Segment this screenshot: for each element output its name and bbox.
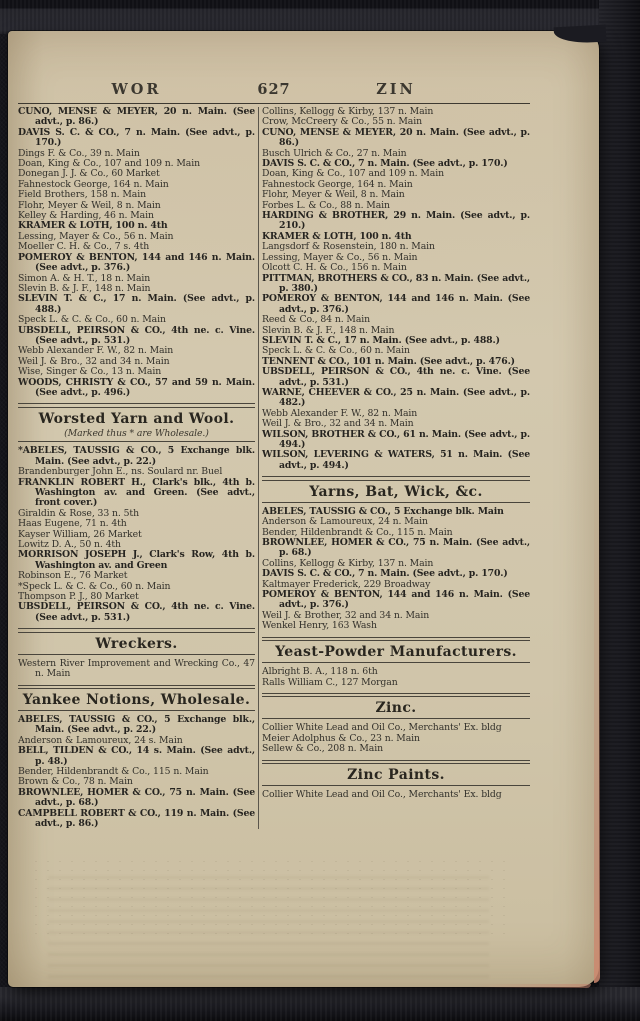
column-divider bbox=[258, 107, 259, 829]
directory-entry: SLEVIN T. & C., 17 n. Main. (See advt., p. 488.) bbox=[18, 293, 255, 315]
torn-corner bbox=[554, 25, 607, 45]
directory-entry: Sellew & Co., 208 n. Main bbox=[262, 743, 383, 755]
directory-entry: CUNO, MENSE & MEYER, 20 n. Main. (See advt., p. 86.) bbox=[18, 106, 255, 128]
section-title: Wreckers. bbox=[95, 635, 178, 652]
directory-entry: CAMPBELL ROBERT & CO., 119 n. Main. (See advt., p. 86.) bbox=[18, 807, 255, 830]
directory-entry: Lessing, Mayer & Co., 56 n. Main bbox=[18, 230, 174, 242]
directory-entry: BROWNLEE, HOMER & CO., 75 n. Main. (See advt., p. 68.) bbox=[262, 536, 530, 559]
directory-entry: DAVIS S. C. & CO., 7 n. Main. (See advt., p. 170.) bbox=[262, 158, 508, 170]
directory-entry: Langsdorf & Rosenstein, 180 n. Main bbox=[262, 241, 435, 253]
directory-entry: Wenkel Henry, 163 Wash bbox=[262, 620, 377, 632]
directory-entry: WILSON, LEVERING & WATERS, 51 n. Main. (See advt., p. 494.) bbox=[262, 449, 530, 471]
directory-entry: POMEROY & BENTON, 144 and 146 n. Main. (See advt., p. 376.) bbox=[262, 588, 530, 611]
directory-entry: Moeller C. H. & Co., 7 s. 4th bbox=[18, 241, 150, 253]
directory-entry: *Speck L. & C. & Co., 60 n. Main bbox=[18, 580, 171, 592]
directory-entry: UBSDELL, PEIRSON & CO., 4th ne. c. Vine. (See advt., p. 531.) bbox=[18, 324, 255, 346]
directory-entry: ABELES, TAUSSIG & CO., 5 Exchange blk. Main bbox=[262, 505, 504, 517]
directory-entry: Collins, Kellogg & Kirby, 137 n. Main bbox=[262, 557, 434, 569]
directory-entry: Speck L. & C. & Co., 60 n. Main bbox=[18, 314, 166, 326]
header-right-word: ZIN bbox=[376, 81, 416, 98]
directory-entry: DAVIS S. C. & CO., 7 n. Main. (See advt., p. 170.) bbox=[18, 126, 255, 149]
directory-entry: Kelley & Harding, 46 n. Main bbox=[18, 210, 154, 222]
directory-entry: UBSDELL, PEIRSON & CO., 4th ne. c. Vine. (See advt., p. 531.) bbox=[18, 601, 255, 623]
show-through-smudge bbox=[48, 876, 489, 996]
directory-entry: Lessing, Mayer & Co., 56 n. Main bbox=[262, 251, 418, 263]
directory-entry: Brown & Co., 78 n. Main bbox=[18, 776, 133, 788]
text-columns bbox=[18, 107, 530, 829]
directory-entry: Weil J. & Brother, 32 and 34 n. Main bbox=[262, 609, 430, 621]
directory-entry: Robinson E., 76 Market bbox=[18, 570, 128, 582]
section-title: Yarns, Bat, Wick, &c. bbox=[309, 483, 483, 500]
book-cover-spine-edge bbox=[599, 0, 640, 1021]
directory-entry: Webb Alexander F. W., 82 n. Main bbox=[18, 345, 174, 357]
directory-entry: POMEROY & BENTON, 144 and 146 n. Main. (See advt., p. 376.) bbox=[262, 293, 530, 315]
directory-entry: WOODS, CHRISTY & CO., 57 and 59 n. Main. (See advt., p. 496.) bbox=[18, 376, 255, 398]
page-fore-edge-stain bbox=[594, 471, 600, 983]
directory-entry: Ralls William C., 127 Morgan bbox=[262, 676, 398, 688]
directory-entry: Slevin B. & J. F., 148 n. Main bbox=[262, 324, 395, 336]
section-double-rule bbox=[262, 476, 530, 481]
directory-entry: Anderson & Lamoureux, 24 s. Main bbox=[18, 734, 183, 746]
directory-entry: Donegan J. J. & Co., 60 Market bbox=[18, 168, 160, 180]
page-bottom-edge-stain bbox=[471, 984, 591, 988]
directory-entry: POMEROY & BENTON, 144 and 146 n. Main. (See advt., p. 376.) bbox=[18, 251, 255, 274]
directory-entry: Kaltmayer Frederick, 229 Broadway bbox=[262, 578, 431, 590]
section-double-rule bbox=[18, 628, 255, 633]
section-title: Zinc Paints. bbox=[347, 767, 445, 784]
directory-entry: Crow, McCreery & Co., 55 n. Main bbox=[262, 116, 423, 128]
directory-entry: Busch Ulrich & Co., 27 n. Main bbox=[262, 147, 407, 159]
directory-entry: Collins, Kellogg & Kirby, 137 n. Main bbox=[262, 106, 434, 117]
directory-entry: Giraldin & Rose, 33 n. 5th bbox=[18, 507, 139, 519]
directory-entry: Kayser William, 26 Market bbox=[18, 528, 142, 540]
header-rule bbox=[18, 103, 530, 104]
section-single-rule bbox=[18, 710, 255, 711]
section-double-rule bbox=[262, 637, 530, 642]
directory-entry: Collier White Lead and Oil Co., Merchants' Ex. bldg bbox=[262, 789, 502, 801]
directory-entry: Weil J. & Bro., 32 and 34 n. Main bbox=[262, 418, 414, 430]
directory-entry: Doan, King & Co., 107 and 109 n. Main bbox=[18, 158, 201, 170]
directory-entry: Collier White Lead and Oil Co., Merchants' Ex. bldg bbox=[262, 722, 502, 734]
section-title: Yeast-Powder Manufacturers. bbox=[275, 644, 517, 661]
book-cover-top-edge bbox=[0, 0, 640, 34]
directory-entry: BELL, TILDEN & CO., 14 s. Main. (See advt., p. 48.) bbox=[18, 745, 255, 767]
section-single-rule bbox=[18, 654, 255, 655]
directory-entry: Thompson P. J., 80 Market bbox=[18, 590, 139, 602]
directory-entry: Reed & Co., 84 n. Main bbox=[262, 314, 371, 326]
directory-entry: Brandenburger John E., ns. Soulard nr. Buel bbox=[18, 466, 223, 478]
directory-entry: WILSON, BROTHER & CO., 61 n. Main. (See advt., p. 494.) bbox=[262, 428, 530, 450]
directory-entry: *ABELES, TAUSSIG & CO., 5 Exchange blk. Main. (See advt., p. 22.) bbox=[18, 445, 255, 467]
right-column bbox=[262, 107, 530, 829]
directory-entry: Bender, Hildenbrandt & Co., 115 n. Main bbox=[262, 526, 453, 538]
directory-entry: Flohr, Meyer & Weil, 8 n. Main bbox=[262, 189, 405, 201]
directory-entry: Webb Alexander F. W., 82 n. Main bbox=[262, 407, 418, 419]
left-column bbox=[18, 107, 255, 829]
directory-entry: KRAMER & LOTH, 100 n. 4th bbox=[262, 230, 412, 242]
directory-entry: CUNO, MENSE & MEYER, 20 n. Main. (See advt., p. 86.) bbox=[262, 126, 530, 149]
directory-entry: Bender, Hildenbrandt & Co., 115 n. Main bbox=[18, 766, 209, 778]
directory-entry: Weil J. & Bro., 32 and 34 n. Main bbox=[18, 355, 170, 367]
section-double-rule bbox=[18, 685, 255, 690]
directory-entry: MORRISON JOSEPH J., Clark's Row, 4th b. Washington av. and Green bbox=[18, 549, 255, 571]
directory-entry: Simon A. & H. T., 18 n. Main bbox=[18, 272, 151, 284]
directory-entry: FRANKLIN ROBERT H., Clark's blk., 4th b. Washington av. and Green. (See advt., front cover.) bbox=[18, 476, 255, 509]
directory-entry: Haas Eugene, 71 n. 4th bbox=[18, 518, 127, 530]
directory-entry: Fahnestock George, 164 n. Main bbox=[262, 178, 413, 190]
directory-entry: Wise, Singer & Co., 13 n. Main bbox=[18, 366, 162, 378]
directory-entry: Albright B. A., 118 n. 6th bbox=[262, 666, 378, 678]
directory-entry: HARDING & BROTHER, 29 n. Main. (See advt., p. 210.) bbox=[262, 210, 530, 232]
directory-entry: Lowitz D. A., 50 n. 4th bbox=[18, 538, 121, 550]
directory-entry: Speck L. & C. & Co., 60 n. Main bbox=[262, 345, 410, 357]
directory-entry: WARNE, CHEEVER & CO., 25 n. Main. (See advt., p. 482.) bbox=[262, 386, 530, 409]
directory-entry: DAVIS S. C. & CO., 7 n. Main. (See advt., p. 170.) bbox=[262, 568, 508, 580]
directory-entry: Dings F. & Co., 39 n. Main bbox=[18, 147, 140, 159]
directory-entry: Flohr, Meyer & Weil, 8 n. Main bbox=[18, 199, 161, 211]
directory-entry: TENNENT & CO., 101 n. Main. (See advt., p. 476.) bbox=[262, 355, 515, 367]
directory-entry: ABELES, TAUSSIG & CO., 5 Exchange blk., Main. (See advt., p. 22.) bbox=[18, 714, 255, 736]
section-single-rule bbox=[262, 718, 530, 719]
directory-entry: Anderson & Lamoureux, 24 n. Main bbox=[262, 516, 428, 528]
section-subtitle: (Marked thus * are Wholesale.) bbox=[64, 427, 209, 439]
directory-entry: KRAMER & LOTH, 100 n. 4th bbox=[18, 220, 168, 232]
section-title: Yankee Notions, Wholesale. bbox=[22, 692, 251, 708]
section-single-rule bbox=[262, 785, 530, 786]
directory-entry: SLEVIN T. & C., 17 n. Main. (See advt., p. 488.) bbox=[262, 334, 500, 346]
page-number: 627 bbox=[257, 81, 291, 98]
directory-entry: Western River Improvement and Wrecking Co., 47 n. Main bbox=[18, 657, 255, 680]
directory-entry: UBSDELL, PEIRSON & CO., 4th ne. c. Vine. (See advt., p. 531.) bbox=[262, 366, 530, 388]
directory-entry: Meier Adolphus & Co., 23 n. Main bbox=[262, 732, 420, 744]
section-title: Worsted Yarn and Wool. bbox=[38, 410, 235, 427]
directory-entry: Doan, King & Co., 107 and 109 n. Main bbox=[262, 168, 445, 180]
section-double-rule bbox=[18, 403, 255, 408]
directory-page bbox=[8, 31, 599, 987]
section-single-rule bbox=[262, 662, 530, 663]
directory-entry: Field Brothers, 158 n. Main bbox=[18, 189, 146, 201]
section-single-rule bbox=[18, 441, 255, 442]
directory-entry: Slevin B. & J. F., 148 n. Main bbox=[18, 282, 151, 294]
directory-entry: Fahnestock George, 164 n. Main bbox=[18, 178, 169, 190]
printed-content bbox=[18, 81, 530, 829]
section-title: Zinc. bbox=[375, 700, 417, 717]
directory-entry: BROWNLEE, HOMER & CO., 75 n. Main. (See advt., p. 68.) bbox=[18, 786, 255, 809]
section-double-rule bbox=[262, 693, 530, 698]
directory-entry: PITTMAN, BROTHERS & CO., 83 n. Main. (See advt., p. 380.) bbox=[262, 272, 530, 294]
header-left-word: WOR bbox=[111, 81, 162, 98]
running-header bbox=[18, 81, 530, 99]
section-single-rule bbox=[262, 502, 530, 503]
directory-entry: Olcott C. H. & Co., 156 n. Main bbox=[262, 262, 407, 274]
directory-entry: Forbes L. & Co., 88 n. Main bbox=[262, 199, 390, 211]
section-double-rule bbox=[262, 760, 530, 765]
